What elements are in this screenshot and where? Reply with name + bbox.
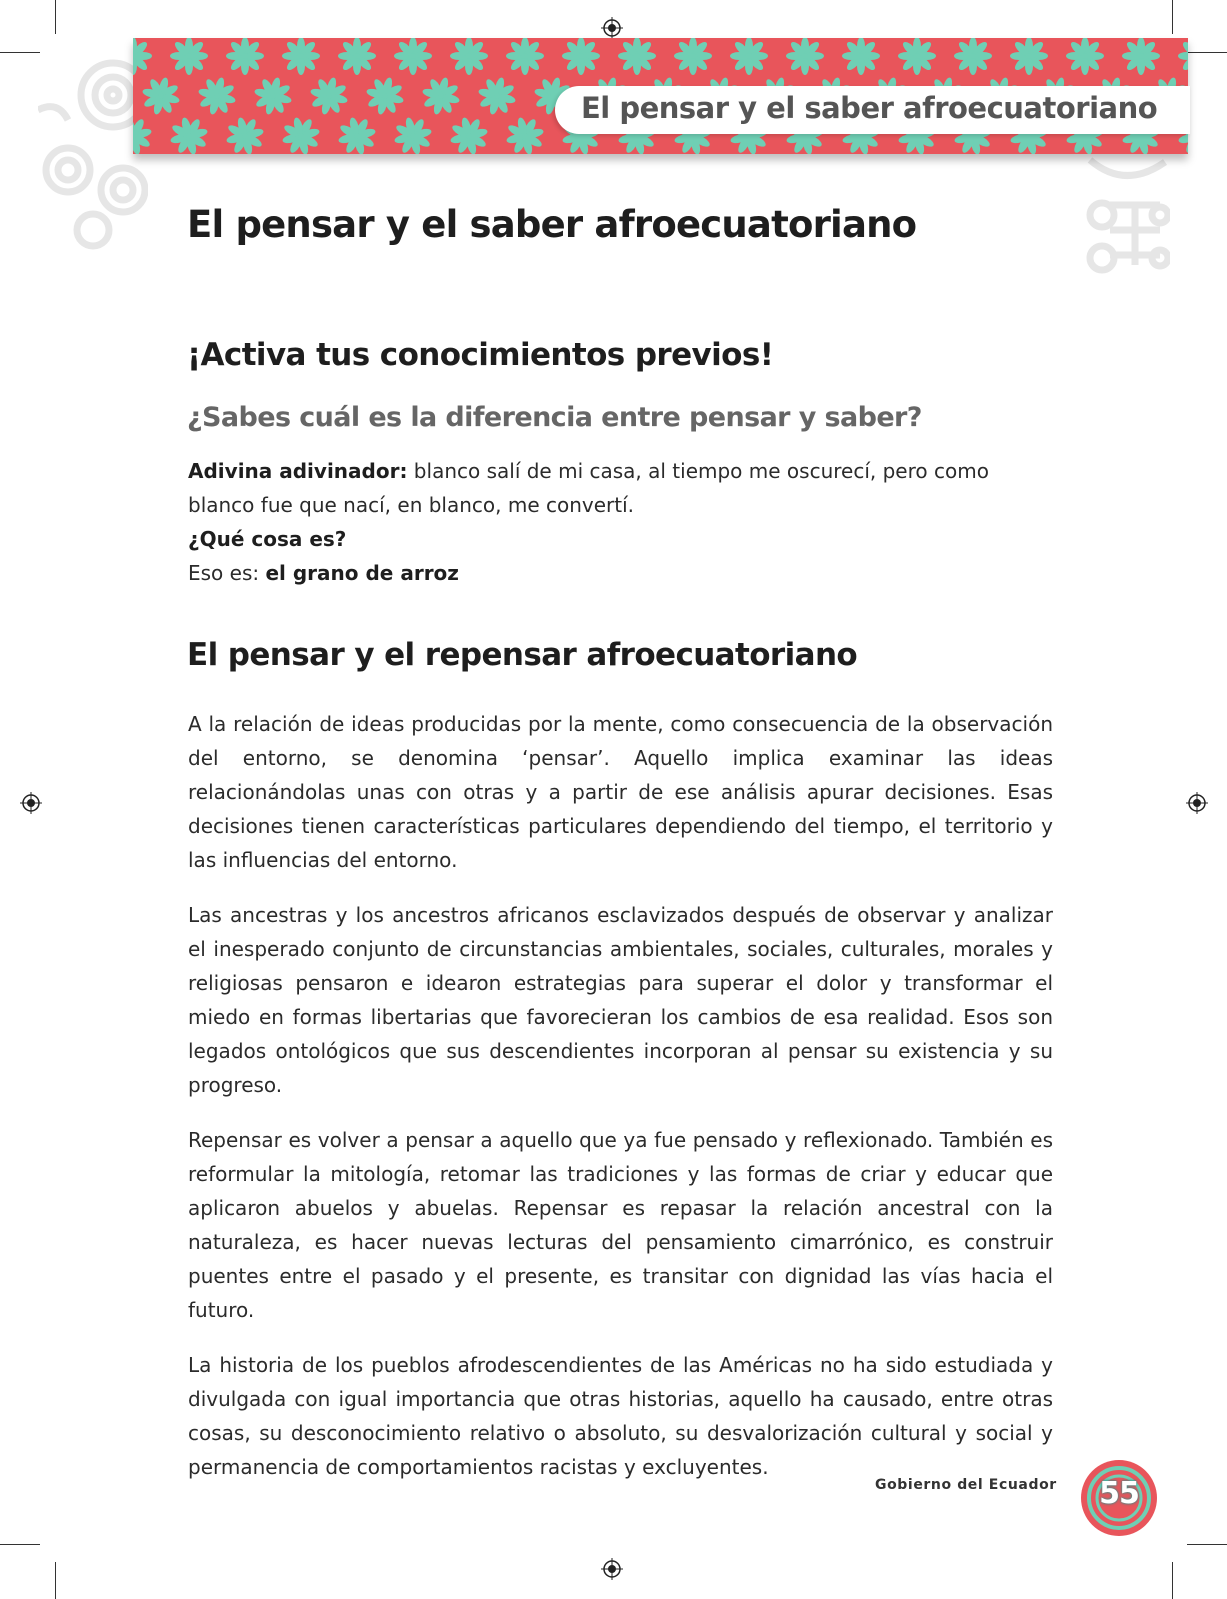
crop-mark	[1187, 52, 1227, 53]
spiral-ornament-icon	[38, 40, 148, 250]
riddle-answer-text: el grano de arroz	[265, 561, 459, 585]
riddle-block	[188, 454, 1058, 590]
footer-publisher: Gobierno del Ecuador	[875, 1477, 1057, 1493]
question-subheading: ¿Sabes cuál es la diferencia entre pensar y saber?	[187, 402, 922, 433]
crop-mark	[1187, 1544, 1227, 1545]
page-number: 55	[1099, 1476, 1139, 1511]
paragraph: A la relación de ideas producidas por la mente, como consecuencia de la observación del entorno, se denomina ‘pensar’. Aquello implica examinar las ideas relacionándolas unas con otras y a partir de ese análisis apurar decisiones. Esas decisiones tienen características particulares dependiendo del tiempo, el territorio y las influencias del entorno.	[188, 712, 1053, 872]
crop-mark	[55, 0, 56, 34]
header-banner-label	[555, 86, 1190, 134]
crop-mark	[55, 1562, 56, 1599]
paragraph: Las ancestras y los ancestros africanos esclavizados después de observar y analizar el inesperado conjunto de circunstancias ambientales, sociales, culturales, morales y religiosas pensaron e idearon estrategias para superar el dolor y transformar el miedo en formas libertarias que favorecieran los cambios de esa realidad. Esos son legados ontológicos que sus descendientes incorporan al pensar su existencia y su progreso.	[188, 903, 1053, 1097]
body-text	[188, 707, 1053, 1505]
riddle-body: blanco salí de mi casa, al tiempo me oscurecí, pero como blanco fue que nací, en blanco, me convertí.	[188, 459, 989, 517]
riddle-question-text: ¿Qué cosa es?	[188, 527, 347, 551]
registration-mark-icon	[601, 17, 623, 39]
page-title: El pensar y el saber afroecuatoriano	[187, 203, 917, 246]
registration-mark-icon	[601, 1558, 623, 1580]
banner-title: El pensar y el saber afroecuatoriano	[581, 91, 1158, 125]
paragraph: La historia de los pueblos afrodescendientes de las Américas no ha sido estudiada y divulgada con igual importancia que otras historias, aquello ha causado, entre otras cosas, su desconocimiento relativo o absoluto, su desvalorización cultural y social y permanencia de comportamientos racistas y excluyentes.	[188, 1353, 1053, 1479]
riddle-text	[188, 454, 1058, 522]
riddle-answer	[188, 556, 1058, 590]
section-heading-rethinking: El pensar y el repensar afroecuatoriano	[187, 637, 858, 673]
crop-mark	[1172, 1562, 1173, 1599]
paragraph: Repensar es volver a pensar a aquello que ya fue pensado y reflexionado. También es reformular la mitología, retomar las tradiciones y las formas de criar y educar que aplicaron abuelos y abuelas. Repensar es repasar la relación ancestral con la naturaleza, es hacer nuevas lecturas del pensamiento cimarrónico, es construir puentes entre el pasado y el presente, es transitar con dignidad las vías hacia el futuro.	[188, 1128, 1053, 1322]
riddle-answer-prefix: Eso es:	[188, 561, 266, 585]
registration-mark-icon	[20, 792, 42, 814]
knot-ornament-icon	[1080, 150, 1170, 290]
crop-mark	[1172, 0, 1173, 34]
riddle-question	[188, 522, 1058, 556]
section-heading-prior-knowledge: ¡Activa tus conocimientos previos!	[187, 337, 774, 373]
riddle-label: Adivina adivinador:	[188, 459, 408, 483]
crop-mark	[0, 1544, 40, 1545]
registration-mark-icon	[1186, 792, 1208, 814]
crop-mark	[0, 52, 40, 53]
